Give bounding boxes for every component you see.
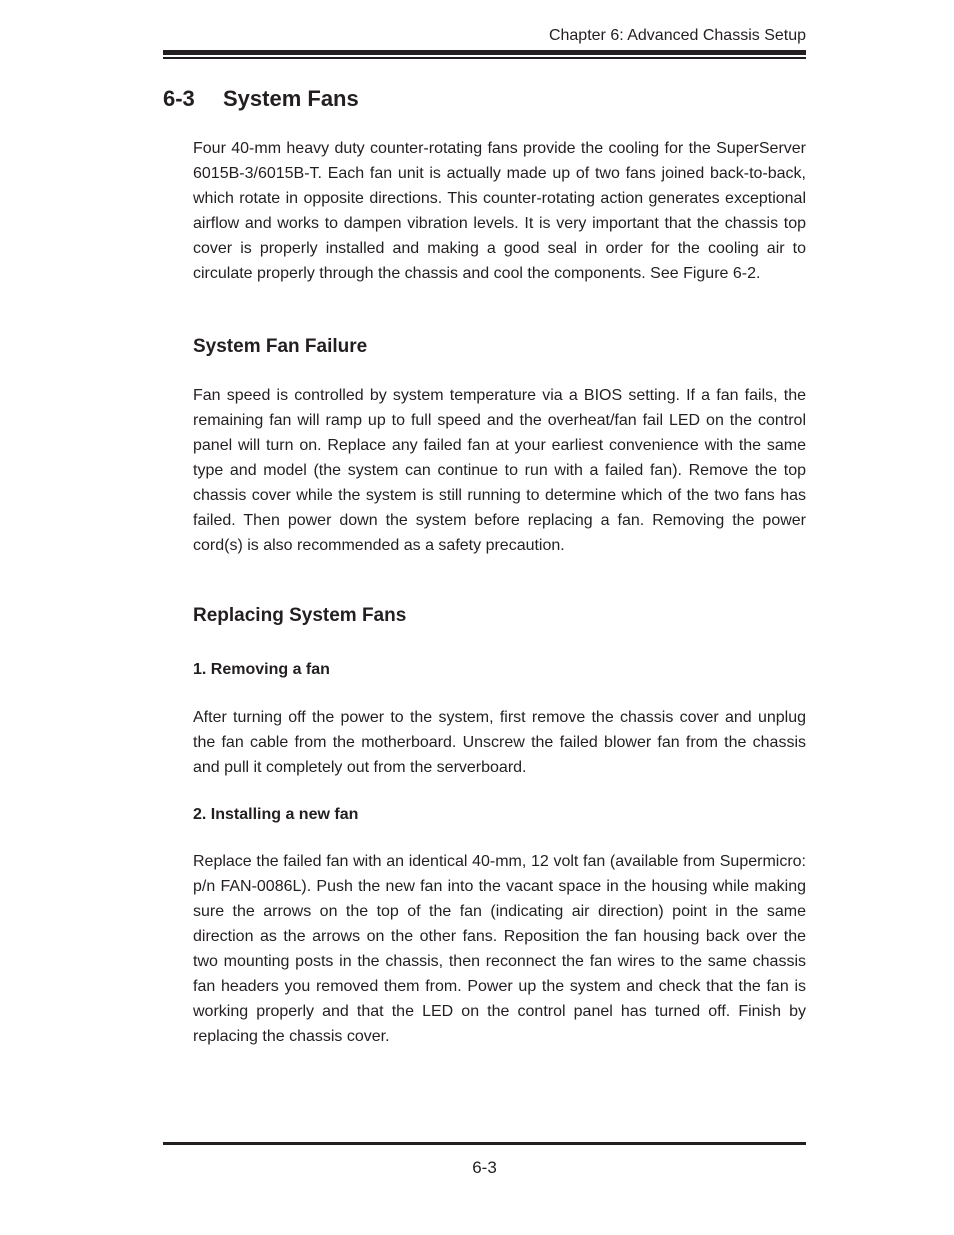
header-rule-thin [163, 57, 806, 59]
intro-paragraph: Four 40-mm heavy duty counter-rotating fans provide the cooling for the SuperServer 6015B-3/6015B-T. Each fan unit is actually made up of two fans joined back-to-back, which rotate in opposite directions. This counter-rotating action generates exceptional airflow and works to dampen vibration levels. It is very important that the chassis top cover is properly installed and making a good seal in order for the cooling air to circulate properly through the chassis and cool the components. See Figure 6-2. [193, 140, 806, 282]
page-number: 6-3 [472, 1158, 497, 1177]
section-title: System Fans [223, 86, 359, 111]
header-rule-thick [163, 50, 806, 55]
step-1-heading: 1. Removing a fan [193, 661, 330, 678]
step-1-paragraph: After turning off the power to the system, first remove the chassis cover and unplug the fan cable from the motherboard. Unscrew the failed blower fan from the chassis and pull it completely out from the serverboard. [193, 709, 806, 776]
replacing-fans-heading: Replacing System Fans [193, 605, 407, 626]
step-2-heading: 2. Installing a new fan [193, 806, 359, 823]
step-2-paragraph: Replace the failed fan with an identical 40-mm, 12 volt fan (available from Supermicro: p/n FAN-0086L). Push the new fan into the vacant space in the housing while making sure the arrows on the top of the fan (indicating air direction) point in the same direction as the arrows on the other fans. Reposition the fan housing back over the two mounting posts in the chassis, then reconnect the fan wires to the same chassis fan headers you removed them from. Power up the system and check that the fan is working properly and that the LED on the control panel has turned off. Finish by replacing the chassis cover. [193, 853, 806, 1045]
fan-failure-paragraph: Fan speed is controlled by system temperature via a BIOS setting. If a fan fails, the remaining fan will ramp up to full speed and the overheat/fan fail LED on the control panel will turn on. Replace any failed fan at your earliest convenience with the same type and model (the system can continue to run with a failed fan). Remove the top chassis cover while the system is still running to determine which of the two fans has failed. Then power down the system before replacing a fan. Removing the power cord(s) is also recommended as a safety precaution. [193, 387, 806, 554]
section-heading [163, 86, 359, 112]
section-number: 6-3 [163, 86, 195, 111]
footer-rule [163, 1142, 806, 1145]
running-head: Chapter 6: Advanced Chassis Setup [548, 27, 806, 44]
fan-failure-heading: System Fan Failure [193, 336, 368, 357]
